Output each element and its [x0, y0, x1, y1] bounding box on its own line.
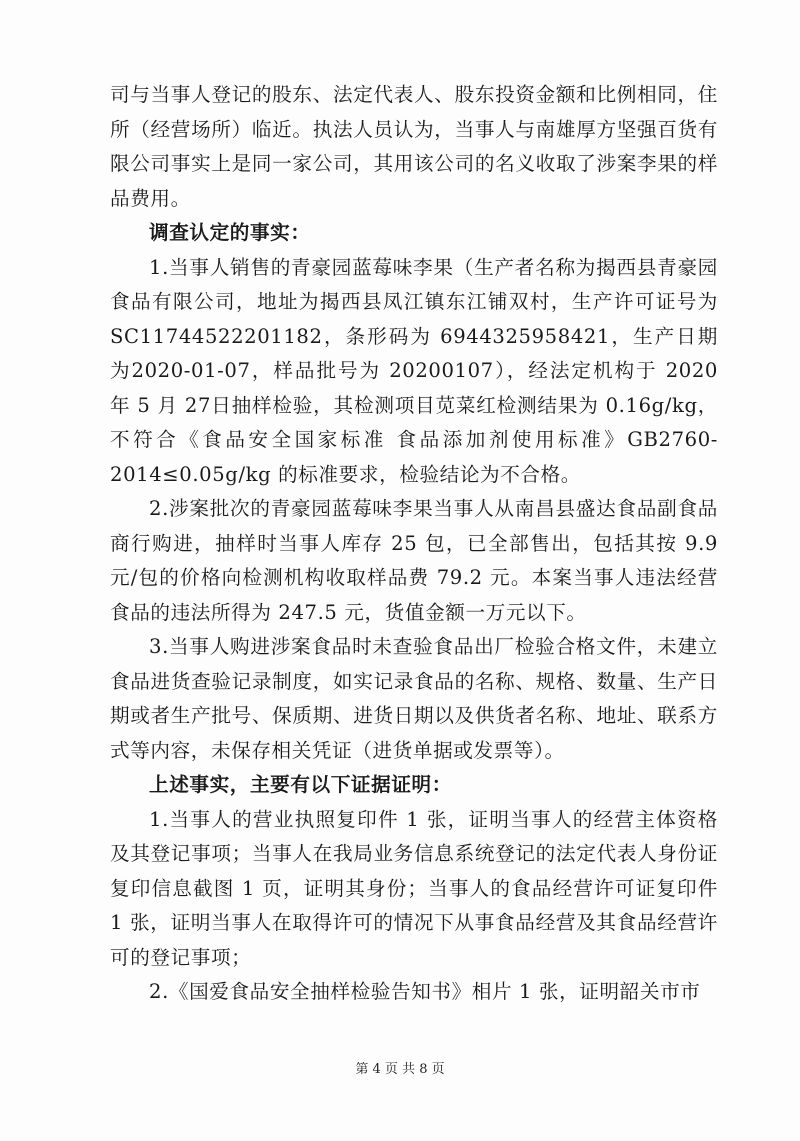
paragraph-fact-2: 2.涉案批次的青豪园蓝莓味李果当事人从南昌县盛达食品副食品商行购进，抽样时当事人库存 25 包，已全部售出，包括其按 9.9元/包的价格向检测机构收取样品费 79.2 元。本案当事人违法经营食品的违法所得为 247.5 元，货值金额一万元以下。	[110, 497, 718, 624]
heading-evidence: 上述事实，主要有以下证据证明：	[149, 773, 452, 796]
document-body	[110, 78, 718, 1010]
heading-investigated-facts: 调查认定的事实：	[149, 221, 311, 244]
paragraph-continuation: 司与当事人登记的股东、法定代表人、股东投资金额和比例相同，住所（经营场所）临近。执法人员认为，当事人与南雄厚方坚强百货有限公司事实上是同一家公司，其用该公司的名义收取了涉案李果的样品费用。	[110, 83, 718, 210]
paragraph-evidence-2: 2.《国爱食品安全抽样检验告知书》相片 1 张，证明韶关市市	[149, 980, 701, 1003]
paragraph-evidence-1: 1.当事人的营业执照复印件 1 张，证明当事人的经营主体资格及其登记事项；当事人在我局业务信息系统登记的法定代表人身份证复印信息截图 1 页，证明其身份；当事人的食品经营许可证复印件 1 张，证明当事人在取得许可的情况下从事食品经营及其食品经营许可的登记事项；	[110, 807, 718, 969]
paragraph-fact-1: 1.当事人销售的青豪园蓝莓味李果（生产者名称为揭西县青豪园食品有限公司，地址为揭西县凤江镇东江铺双村，生产许可证号为 SC11744522201182，条形码为 6944325958421，生产日期为2020-01-07，样品批号为 20200107），经法定机构于 2020 年 5 月 27日抽样检验，其检测项目苋菜红检测结果为 0.16g/kg，不符合《食品安全国家标准 食品添加剂使用标准》GB2760-2014≤0.05g/kg 的标准要求，检验结论为不合格。	[110, 255, 718, 486]
paragraph-fact-3: 3.当事人购进涉案食品时未查验食品出厂检验合格文件，未建立食品进货查验记录制度，如实记录食品的名称、规格、数量、生产日期或者生产批号、保质期、进货日期以及供货者名称、地址、联系方式等内容，未保存相关凭证（进货单据或发票等）。	[110, 635, 718, 762]
page-number-footer: 第 4 页 共 8 页	[355, 1062, 445, 1077]
